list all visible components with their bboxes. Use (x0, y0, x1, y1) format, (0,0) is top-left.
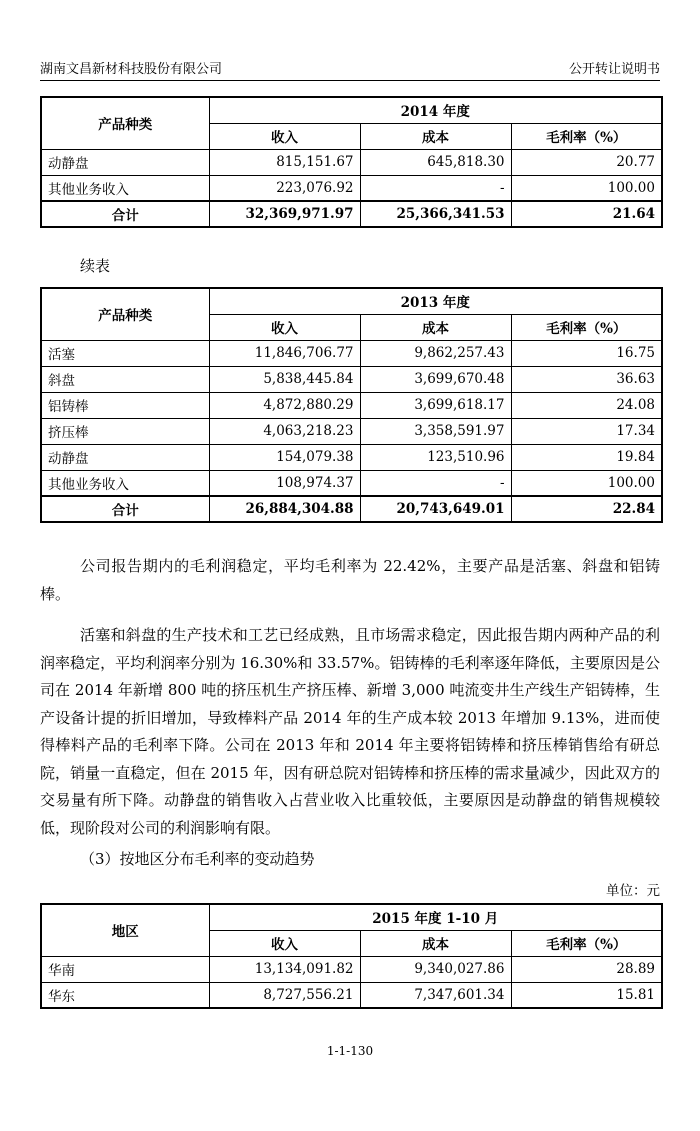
section-subheading: （3）按地区分布毛利率的变动趋势 (80, 850, 315, 868)
table-row: 挤压棒 4,063,218.23 3,358,591.97 17.34 (41, 418, 662, 444)
paragraph-summary: 公司报告期内的毛利润稳定，平均毛利率为 22.42%，主要产品是活塞、斜盘和铝铸棒。 (40, 557, 660, 603)
header-cost: 成本 (360, 314, 511, 340)
header-revenue: 收入 (209, 930, 360, 956)
header-period: 2015 年度 1-10 月 (209, 904, 662, 930)
header-product-type: 产品种类 (41, 97, 209, 149)
header-revenue: 收入 (209, 314, 360, 340)
table-total-row: 合计 32,369,971.97 25,366,341.53 21.64 (41, 201, 662, 227)
table-row: 斜盘 5,838,445.84 3,699,670.48 36.63 (41, 366, 662, 392)
table-row: 活塞 11,846,706.77 9,862,257.43 16.75 (41, 340, 662, 366)
header-margin: 毛利率（%） (511, 123, 662, 149)
company-name: 湖南文昌新材科技股份有限公司 (40, 62, 223, 77)
header-margin: 毛利率（%） (511, 930, 662, 956)
table-row: 铝铸棒 4,872,880.29 3,699,618.17 24.08 (41, 392, 662, 418)
table-row: 华南 13,134,091.82 9,340,027.86 28.89 (41, 956, 662, 982)
table-row: 动静盘 154,079.38 123,510.96 19.84 (41, 444, 662, 470)
page-number: 1-1-130 (326, 1044, 374, 1058)
page-header (40, 56, 660, 81)
header-region: 地区 (41, 904, 209, 956)
unit-label: 单位：元 (606, 883, 660, 899)
header-cost: 成本 (360, 123, 511, 149)
table-row: 其他业务收入 223,076.92 - 100.00 (41, 175, 662, 201)
table-row: 动静盘 815,151.67 645,818.30 20.77 (41, 149, 662, 175)
document-title: 公开转让说明书 (568, 62, 660, 77)
header-period: 2013 年度 (209, 288, 662, 314)
table-row: 华东 8,727,556.21 7,347,601.34 15.81 (41, 982, 662, 1008)
table-2013 (40, 287, 663, 523)
table-total-row: 合计 26,884,304.88 20,743,649.01 22.84 (41, 496, 662, 522)
table-2014 (40, 96, 663, 228)
table-row: 其他业务收入 108,974.37 - 100.00 (41, 470, 662, 496)
header-revenue: 收入 (209, 123, 360, 149)
header-period: 2014 年度 (209, 97, 662, 123)
header-cost: 成本 (360, 930, 511, 956)
table-region-2015 (40, 903, 663, 1009)
header-product-type: 产品种类 (41, 288, 209, 340)
header-margin: 毛利率（%） (511, 314, 662, 340)
continued-label: 续表 (80, 257, 111, 275)
paragraph-analysis: 活塞和斜盘的生产技术和工艺已经成熟，且市场需求稳定，因此报告期内两种产品的利润率稳定，平均利润率分别为 16.30%和 33.57%。铝铸棒的毛利率逐年降低，主要原因是公司在 2014 年新增 800 吨的挤压机生产挤压棒、新增 3,000 吨流变井生产线生产铝铸棒，生产设备计提的折旧增加，导致棒料产品 2014 年的生产成本较 2013 年增加 9.13%，进而使得棒料产品的毛利率下降。公司在 2013 年和 2014 年主要将铝铸棒和挤压棒销售给有研总院，销量一直稳定，但在 2015 年，因有研总院对铝铸棒和挤压棒的需求量减少，因此双方的交易量有所下降。动静盘的销售收入占营业收入比重较低，主要原因是动静盘的销售规模较低，现阶段对公司的利润影响有限。 (40, 626, 660, 837)
